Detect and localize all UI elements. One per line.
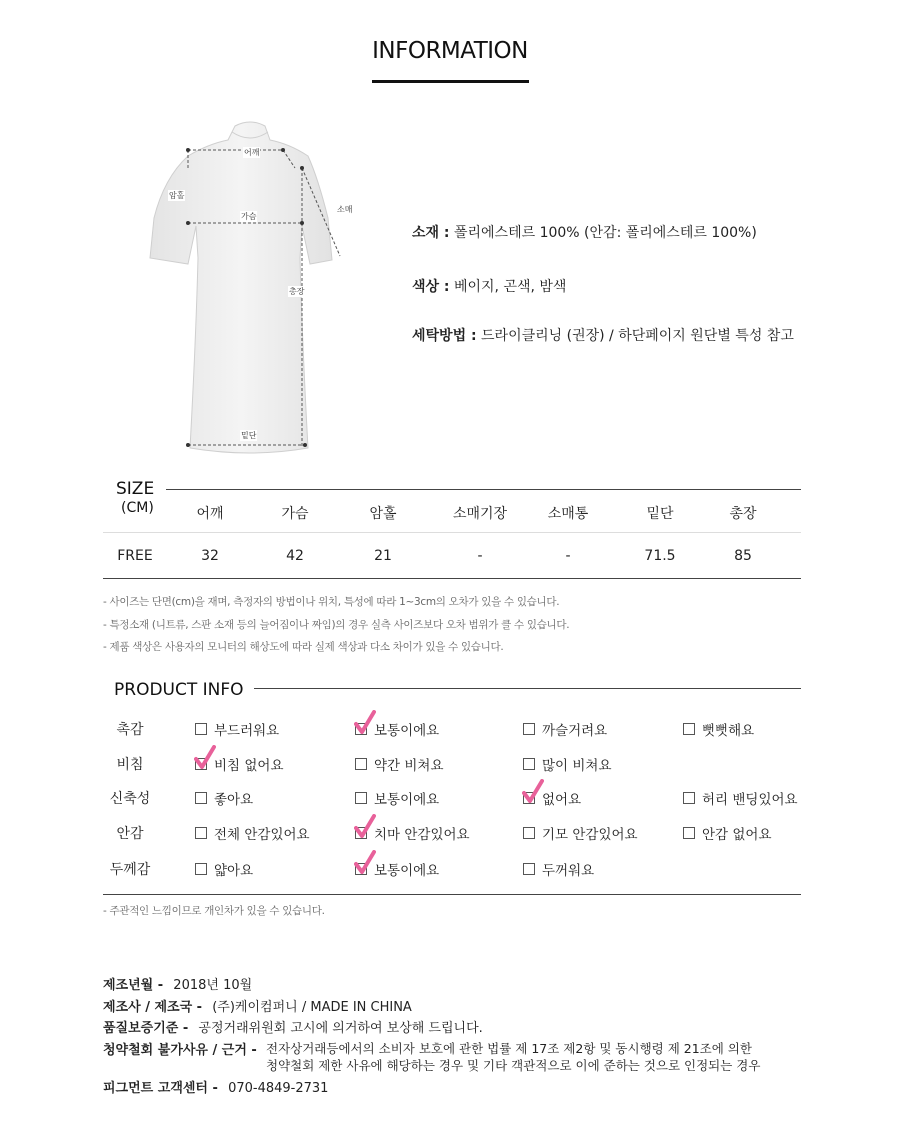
size-header-divider bbox=[103, 532, 801, 533]
product-info-option bbox=[195, 823, 310, 843]
product-info-top-rule bbox=[254, 688, 801, 689]
size-note: - 사이즈는 단면(cm)을 재며, 측정자의 방법이나 위치, 특성에 따라 1~3cm의 오차가 있을 수 있습니다. bbox=[103, 596, 560, 608]
size-top-rule bbox=[166, 489, 801, 490]
product-info-row-label: 비침 bbox=[116, 757, 144, 773]
checkmark-icon bbox=[354, 710, 376, 734]
product-info-option bbox=[683, 788, 798, 808]
refund-value-line1: 전자상거래등에서의 소비자 보호에 관한 법률 제 17조 제2항 및 동시행령 제 21조에 의한 bbox=[266, 1041, 752, 1056]
refund-value-line2: 청약철회 제한 사유에 해당하는 경우 및 기타 객관적으로 이에 준하는 것으로 인정되는 경우 bbox=[266, 1058, 761, 1073]
dress-illustration bbox=[140, 108, 370, 458]
checkmark-icon bbox=[354, 814, 376, 838]
color-value: 베이지, 곤색, 밤색 bbox=[453, 279, 567, 295]
product-info-option bbox=[195, 859, 253, 879]
size-col-header: 밑단 bbox=[646, 506, 674, 522]
page-title: INFORMATION bbox=[372, 38, 528, 64]
option-label: 허리 밴딩있어요 bbox=[702, 792, 798, 808]
checked-box-icon bbox=[355, 863, 367, 875]
checkbox-icon bbox=[683, 792, 695, 804]
size-col-header: 가슴 bbox=[281, 506, 309, 522]
footer-refund bbox=[103, 1039, 257, 1058]
cs-label: 피그먼트 고객센터 - bbox=[103, 1081, 218, 1096]
product-info-row-label: 신축성 bbox=[109, 791, 151, 807]
size-cell: 32 bbox=[201, 548, 219, 564]
maker-value: (주)케이컴퍼니 / MADE IN CHINA bbox=[212, 1000, 412, 1015]
checkbox-icon bbox=[195, 792, 207, 804]
product-info-option bbox=[355, 754, 444, 774]
label-sleeve: 소매 bbox=[337, 205, 353, 214]
option-label: 많이 비쳐요 bbox=[542, 758, 612, 774]
spec-color bbox=[412, 276, 566, 296]
warranty-label: 품질보증기준 - bbox=[103, 1021, 189, 1036]
option-label: 전체 안감있어요 bbox=[214, 827, 310, 843]
product-info-option bbox=[355, 859, 439, 879]
product-info-option bbox=[523, 754, 612, 774]
product-info-row-label: 촉감 bbox=[116, 722, 144, 738]
checked-box-icon bbox=[195, 758, 207, 770]
spec-material bbox=[412, 222, 757, 242]
size-cell: 21 bbox=[374, 548, 392, 564]
title-underline bbox=[372, 80, 529, 83]
product-info-option bbox=[683, 823, 772, 843]
option-label: 보통이에요 bbox=[374, 723, 440, 739]
product-info-title: PRODUCT INFO bbox=[114, 680, 244, 700]
size-title: SIZE bbox=[116, 479, 155, 499]
size-cell: 42 bbox=[286, 548, 304, 564]
checkbox-icon bbox=[355, 792, 367, 804]
option-label: 기모 안감있어요 bbox=[542, 827, 638, 843]
footer-cs bbox=[103, 1077, 328, 1096]
footer-warranty bbox=[103, 1017, 483, 1036]
product-info-row-label: 안감 bbox=[116, 826, 144, 842]
option-label: 없어요 bbox=[542, 792, 582, 808]
size-cell: - bbox=[477, 548, 483, 564]
size-cell: 85 bbox=[734, 548, 752, 564]
product-info-option bbox=[683, 719, 754, 739]
checkbox-icon bbox=[523, 863, 535, 875]
option-label: 보통이에요 bbox=[374, 863, 440, 879]
checkbox-icon bbox=[523, 723, 535, 735]
spec-wash bbox=[412, 325, 794, 345]
option-label: 안감 없어요 bbox=[702, 827, 772, 843]
maker-label: 제조사 / 제조국 - bbox=[103, 1000, 203, 1015]
product-info-option bbox=[195, 719, 279, 739]
size-col-header: 소매통 bbox=[547, 506, 589, 522]
checked-box-icon bbox=[355, 723, 367, 735]
checkbox-icon bbox=[523, 827, 535, 839]
refund-label: 청약철회 불가사유 / 근거 - bbox=[103, 1043, 257, 1058]
size-note: - 제품 색상은 사용자의 모니터의 해상도에 따라 실제 색상과 다소 차이가 있을 수 있습니다. bbox=[103, 641, 504, 653]
size-col-header: 어깨 bbox=[196, 506, 224, 522]
warranty-value: 공정거래위원회 고시에 의거하여 보상해 드립니다. bbox=[198, 1021, 483, 1036]
option-label: 까슬거려요 bbox=[542, 723, 608, 739]
checkbox-icon bbox=[683, 723, 695, 735]
checkbox-icon bbox=[195, 863, 207, 875]
checkbox-icon bbox=[683, 827, 695, 839]
option-label: 두꺼워요 bbox=[542, 863, 595, 879]
option-label: 뻣뻣해요 bbox=[702, 723, 755, 739]
product-info-option bbox=[523, 859, 594, 879]
label-armhole: 암홀 bbox=[169, 191, 185, 200]
product-info-option bbox=[355, 788, 439, 808]
product-info-option bbox=[523, 788, 581, 808]
color-label: 색상 : bbox=[412, 279, 450, 295]
size-bottom-rule bbox=[103, 578, 801, 579]
size-unit: (CM) bbox=[121, 500, 154, 516]
footer-maker bbox=[103, 996, 412, 1015]
product-info-option bbox=[195, 788, 253, 808]
made-label: 제조년월 - bbox=[103, 978, 164, 993]
product-info-option bbox=[523, 719, 607, 739]
checkbox-icon bbox=[195, 723, 207, 735]
product-info-note: - 주관적인 느낌이므로 개인차가 있을 수 있습니다. bbox=[103, 905, 325, 917]
label-shoulder: 어깨 bbox=[244, 148, 260, 157]
label-hem: 밑단 bbox=[241, 431, 257, 440]
checked-box-icon bbox=[355, 827, 367, 839]
option-label: 부드러워요 bbox=[214, 723, 280, 739]
option-label: 치마 안감있어요 bbox=[374, 827, 470, 843]
checkbox-icon bbox=[195, 827, 207, 839]
label-length: 총장 bbox=[289, 287, 305, 296]
size-col-header: 총장 bbox=[729, 506, 757, 522]
footer-made bbox=[103, 974, 252, 993]
option-label: 비침 없어요 bbox=[214, 758, 284, 774]
size-note: - 특정소재 (니트류, 스판 소재 등의 늘어짐이나 짜임)의 경우 실측 사이즈보다 오차 범위가 클 수 있습니다. bbox=[103, 619, 570, 631]
product-info-option bbox=[523, 823, 638, 843]
size-row-label: FREE bbox=[117, 548, 153, 564]
checkbox-icon bbox=[355, 758, 367, 770]
size-col-header: 소매기장 bbox=[452, 506, 508, 522]
option-label: 약간 비쳐요 bbox=[374, 758, 444, 774]
product-info-option bbox=[195, 754, 284, 774]
option-label: 얇아요 bbox=[214, 863, 254, 879]
product-info-row-label: 두께감 bbox=[109, 862, 151, 878]
option-label: 보통이에요 bbox=[374, 792, 440, 808]
size-cell: 71.5 bbox=[644, 548, 676, 564]
product-info-option bbox=[355, 823, 470, 843]
product-info-bottom-rule bbox=[103, 894, 801, 895]
wash-value: 드라이클리닝 (권장) / 하단페이지 원단별 특성 참고 bbox=[481, 328, 794, 344]
checked-box-icon bbox=[523, 792, 535, 804]
label-chest: 가슴 bbox=[241, 212, 257, 221]
checkmark-icon bbox=[522, 779, 544, 803]
size-col-header: 암홀 bbox=[369, 506, 397, 522]
option-label: 좋아요 bbox=[214, 792, 254, 808]
cs-value: 070-4849-2731 bbox=[228, 1081, 329, 1096]
checkmark-icon bbox=[354, 850, 376, 874]
material-value: 폴리에스테르 100% (안감: 폴리에스테르 100%) bbox=[453, 225, 757, 241]
made-value: 2018년 10월 bbox=[173, 978, 253, 993]
wash-label: 세탁방법 : bbox=[412, 328, 477, 344]
size-cell: - bbox=[565, 548, 571, 564]
garment-diagram bbox=[140, 108, 370, 458]
product-info-option bbox=[355, 719, 439, 739]
checkbox-icon bbox=[523, 758, 535, 770]
material-label: 소재 : bbox=[412, 225, 450, 241]
checkmark-icon bbox=[194, 745, 216, 769]
